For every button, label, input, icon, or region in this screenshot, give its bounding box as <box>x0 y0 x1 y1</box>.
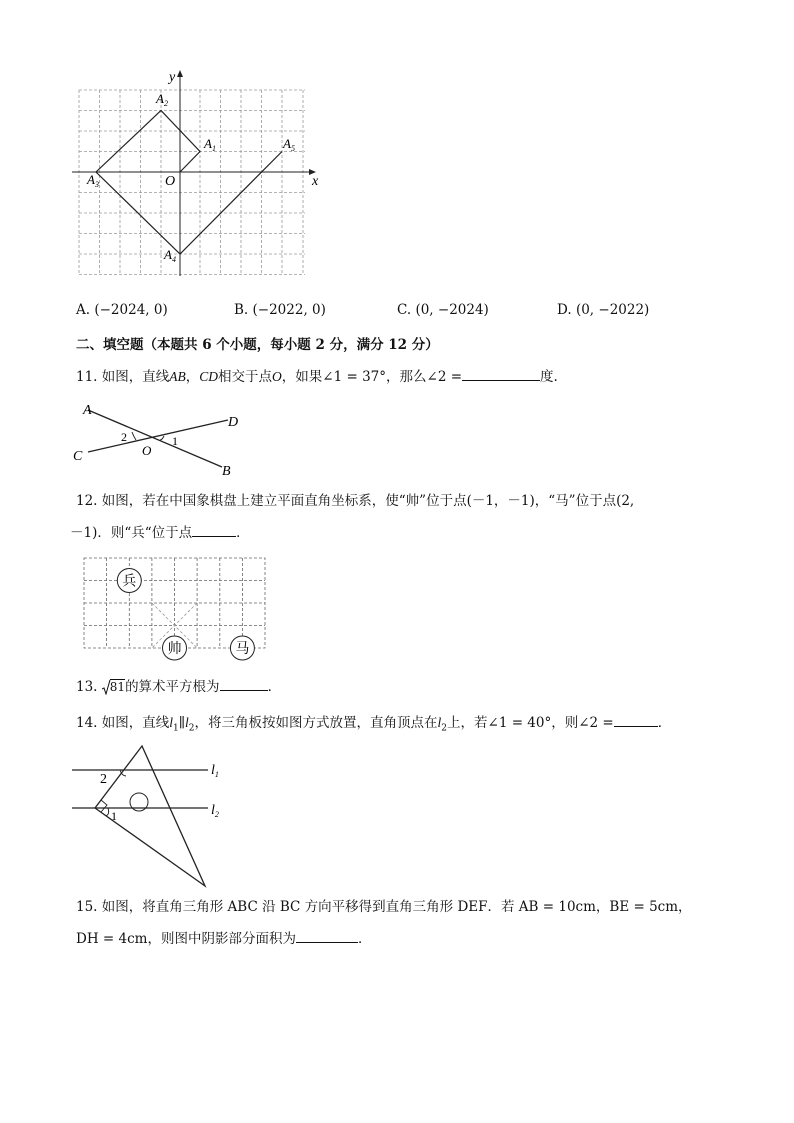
origin-label: O <box>165 174 176 189</box>
angle-1-arc <box>106 808 109 816</box>
y-axis-label: y <box>169 70 176 85</box>
spiral-path <box>96 111 282 255</box>
label-angle-2: 2 <box>121 430 127 444</box>
piece-ma-label: 马 <box>235 642 250 657</box>
y-axis-arrow <box>177 70 183 77</box>
point-a4-label: $A_4$ <box>164 247 176 264</box>
section-2-title: 二、填空题（本题共 6 个小题，每小题 2 分，满分 12 分） <box>76 337 439 353</box>
label-d: D <box>228 415 239 430</box>
answer-blank[interactable] <box>614 714 658 727</box>
answer-blank[interactable] <box>220 678 268 691</box>
axes <box>72 72 314 276</box>
radical-sign <box>102 679 111 695</box>
piece-shuai-label: 帅 <box>167 642 182 657</box>
answer-blank[interactable] <box>462 368 540 381</box>
label-b: B <box>222 464 231 478</box>
triangle-ruler-figure <box>68 738 238 890</box>
angle-1-arc <box>160 436 164 440</box>
label-l2: $l_2$ <box>211 803 219 819</box>
label-angle-1: 1 <box>172 434 178 448</box>
question-15-line-1: 15. 如图，将直角三角形 ABC 沿 BC 方向平移得到直角三角形 DEF．若 AB = 10cm，BE = 5cm， <box>76 899 692 915</box>
answer-blank[interactable] <box>296 930 358 943</box>
angle-2-arc <box>132 432 136 440</box>
point-a3-label: $A_3$ <box>87 172 99 189</box>
label-angle-1: 1 <box>111 809 117 823</box>
chess-board-figure <box>76 552 272 664</box>
x-axis-label: x <box>312 174 319 189</box>
piece-ma <box>230 636 254 660</box>
point-a5-label: $A_5$ <box>283 136 295 153</box>
point-a1-label: $A_1$ <box>204 136 216 153</box>
choice-b: B. (−2022, 0) <box>234 302 326 318</box>
board-grid <box>84 558 265 648</box>
point-a2-label: $A_2$ <box>156 91 168 108</box>
label-l1: $l_1$ <box>211 763 219 779</box>
question-13: 13. 81的算术平方根为 ． <box>76 679 282 695</box>
question-14: 14. 如图，直线$l_1\parallel l_2$，将三角板按如图方式放置，直角顶点在$l_2$上，若∠1 = 40°，则∠2 = ． <box>76 715 672 734</box>
intersecting-lines-figure <box>70 400 250 478</box>
question-12-line-2: －1)．则“兵“位于点 ． <box>70 525 250 541</box>
choice-c: C. (0, −2024) <box>397 302 489 318</box>
right-angle-mark <box>101 800 107 812</box>
sqrt-expression: 81 <box>102 678 125 696</box>
grid-lines <box>79 90 305 275</box>
answer-blank[interactable] <box>192 524 236 537</box>
label-a: A <box>83 403 92 418</box>
line-ab <box>88 410 222 467</box>
piece-shuai <box>163 636 187 660</box>
line-cd <box>88 420 228 452</box>
choice-d: D. (0, −2022) <box>557 302 650 318</box>
piece-bing-label: 兵 <box>122 574 137 590</box>
label-angle-2: 2 <box>100 772 107 787</box>
piece-bing <box>117 569 141 593</box>
label-c: C <box>73 449 83 464</box>
question-11: 11. 如图，直线AB，CD相交于点O，如果∠1 = 37°，那么∠2 = 度. <box>76 369 558 385</box>
choice-a: A. (−2024, 0) <box>76 302 168 318</box>
label-o: O <box>142 443 152 458</box>
coordinate-grid-figure <box>70 68 330 278</box>
question-12-line-1: 12. 如图，若在中国象棋盘上建立平面直角坐标系，使“帅”位于点(－1，－1)，“马”位于点(2, <box>76 493 635 509</box>
question-15-line-2: DH = 4cm，则图中阴影部分面积为 ． <box>76 931 372 947</box>
